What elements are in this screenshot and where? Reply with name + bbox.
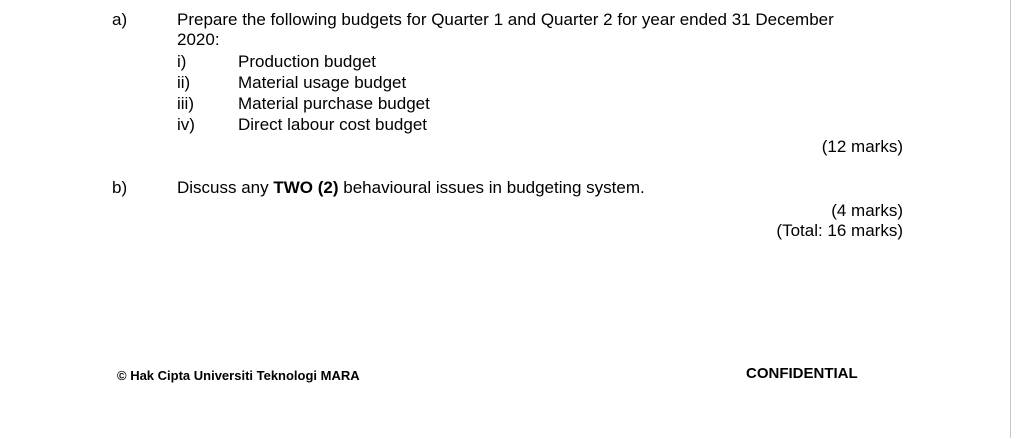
- item-text-direct-labour-cost-budget: Direct labour cost budget: [238, 115, 427, 134]
- question-b-marks: (4 marks): [831, 201, 903, 220]
- question-a-label: a): [112, 10, 128, 29]
- question-b-text-after: behavioural issues in budgeting system.: [338, 178, 645, 197]
- item-number-iii: iii): [177, 94, 194, 113]
- footer-copyright: © Hak Cipta Universiti Teknologi MARA: [117, 368, 360, 383]
- total-marks: (Total: 16 marks): [776, 221, 903, 240]
- page-edge-divider: [1010, 0, 1011, 438]
- item-number-iv: iv): [177, 115, 195, 134]
- question-a-text-line2: 2020:: [177, 30, 220, 49]
- question-a-text-line1: Prepare the following budgets for Quarter 1 and Quarter 2 for year ended 31 December: [177, 10, 834, 29]
- item-text-material-usage-budget: Material usage budget: [238, 73, 407, 92]
- item-number-i: i): [177, 52, 187, 71]
- item-number-ii: ii): [177, 73, 191, 92]
- item-text-material-purchase-budget: Material purchase budget: [238, 94, 430, 113]
- question-b-text-bold: TWO (2): [273, 178, 339, 197]
- question-b-text-before: Discuss any: [177, 178, 274, 197]
- item-text-production-budget: Production budget: [238, 52, 376, 71]
- footer-confidential: CONFIDENTIAL: [746, 365, 858, 382]
- question-b-label: b): [112, 178, 128, 197]
- question-a-marks: (12 marks): [821, 137, 903, 156]
- question-b-text: [177, 178, 645, 198]
